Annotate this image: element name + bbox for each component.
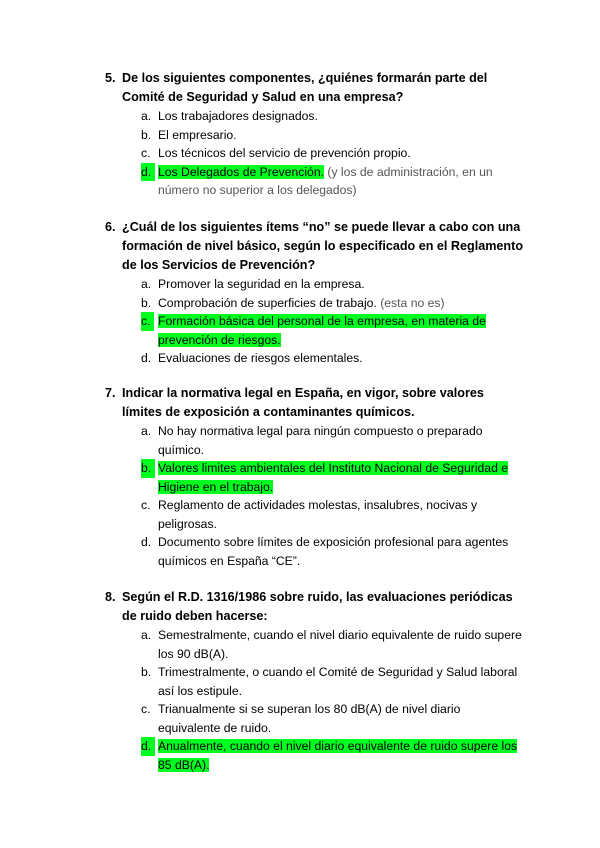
option-b [141,294,525,313]
option-text: Semestralmente, cuando el nivel diario equivalente de ruido supere los 90 dB(A). [158,628,522,661]
option-b [141,663,525,700]
question-8-options [105,626,525,774]
option-letter: b. [141,665,152,679]
option-letter: d. [141,535,152,549]
correct-answer-highlight: Anualmente, cuando el nivel diario equivalente de ruido supere los 85 dB(A). [158,739,518,772]
option-d-correct [141,737,525,774]
option-letter: a. [141,628,152,642]
answer-note: (y los de administración, en un número no superior a los delegados) [158,164,493,197]
question-6 [105,218,525,368]
option-c [141,496,525,533]
correct-answer-highlight: Formación básica del personal de la empresa, en materia de prevención de riesgos. [158,314,486,347]
question-7 [105,384,525,570]
option-text: El empresario. [158,127,237,142]
question-number: 6. [105,220,116,234]
correct-answer-highlight: Valores limites ambientales del Instituto Nacional de Seguridad e Higiene en el trabajo. [158,461,509,494]
option-letter: c. [141,498,151,512]
option-b-correct [141,459,525,496]
option-text: Documento sobre límites de exposición profesional para agentes químicos en España “CE”. [158,535,509,568]
option-b [141,126,525,145]
option-a [141,107,525,126]
option-text: Los técnicos del servicio de prevención propio. [158,146,411,160]
option-text: No hay normativa legal para ningún compuesto o preparado químico. [158,424,483,457]
option-c [141,700,525,737]
question-6-heading [105,218,525,275]
question-text: Según el R.D. 1316/1986 sobre ruido, las evaluaciones periódicas de ruido deben hacerse: [122,590,513,623]
question-text: ¿Cuál de los siguientes ítems “no” se puede llevar a cabo con una formación de nivel básico, según lo especificado en el Reglamento de los Servicios de Prevención? [122,220,524,272]
option-letter: c. [141,702,151,716]
question-6-options [105,275,525,368]
option-letter: b. [141,295,152,310]
question-text: De los siguientes componentes, ¿quiénes formarán parte del Comité de Seguridad y Salud en una empresa? [122,71,488,104]
option-text: Comprobación de superficies de trabajo. [158,295,377,310]
question-7-heading [105,384,525,422]
option-d [141,349,525,368]
option-a [141,626,525,663]
option-letter: d. [141,737,155,756]
question-number: 7. [105,386,116,400]
option-text: Trianualmente si se superan los 80 dB(A) de nivel diario equivalente de ruido. [158,702,461,735]
option-letter: c. [141,146,151,160]
question-8 [105,588,525,774]
answer-note: (esta no es) [380,295,445,310]
question-number: 8. [105,590,116,604]
option-letter: d. [141,351,152,365]
question-text: Indicar la normativa legal en España, en vigor, sobre valores límites de exposición a contaminantes químicos. [122,386,484,419]
option-text: Evaluaciones de riesgos elementales. [158,351,363,365]
option-letter: b. [141,459,155,478]
option-letter: a. [141,109,152,123]
option-a [141,275,525,294]
option-text: Trimestralmente, o cuando el Comité de Seguridad y Salud laboral así los estipule. [158,665,518,698]
question-5-options [105,107,525,200]
question-5 [105,69,525,200]
question-number: 5. [105,71,116,85]
option-c-correct [141,312,525,349]
option-letter: a. [141,277,152,291]
option-letter: b. [141,127,152,142]
option-a [141,422,525,459]
option-letter: d. [141,163,155,182]
option-letter: c. [141,312,154,331]
option-text: Los trabajadores designados. [158,109,318,123]
option-c [141,144,525,163]
correct-answer-highlight: Los Delegados de Prevención. [158,164,324,179]
option-text: Reglamento de actividades molestas, insalubres, nocivas y peligrosas. [158,498,478,531]
option-d [141,533,525,570]
question-5-heading [105,69,525,107]
option-text: Promover la seguridad en la empresa. [158,277,365,291]
option-letter: a. [141,424,152,438]
question-7-options [105,422,525,570]
option-d-correct [141,163,525,200]
question-8-heading [105,588,525,626]
